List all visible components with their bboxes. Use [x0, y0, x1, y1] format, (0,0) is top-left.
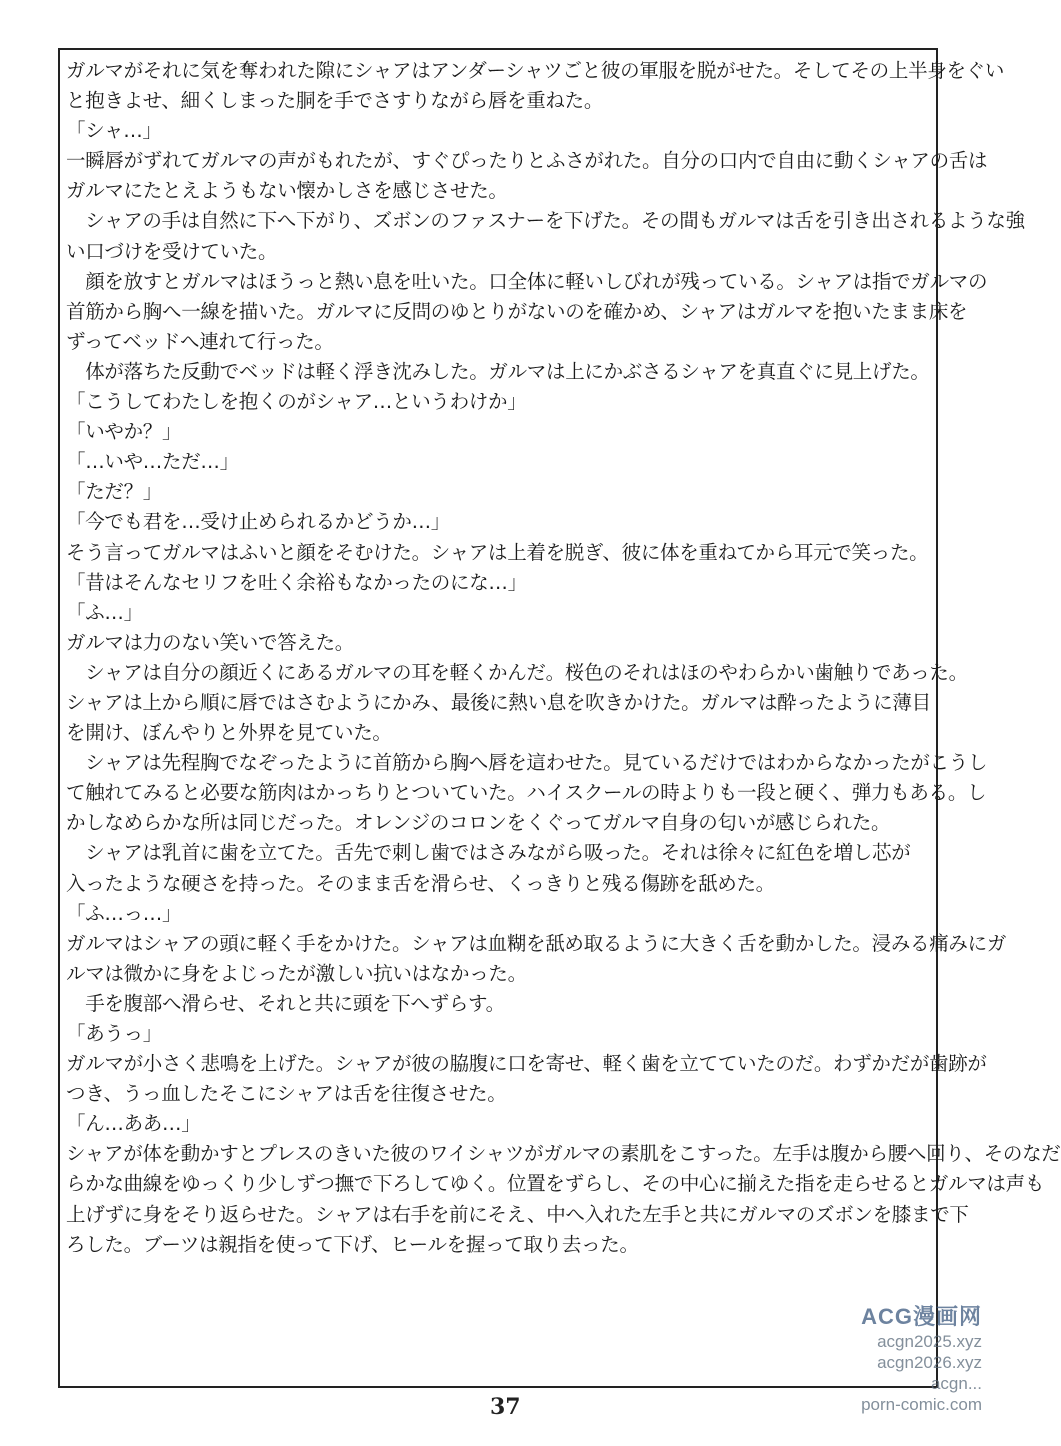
text-line: かしなめらかな所は同じだった。オレンジのコロンをくぐってガルマ自身の匂いが感じられた。 — [66, 811, 891, 835]
text-line: シャアが体を動かすとプレスのきいた彼のワイシャツがガルマの素肌をこすった。左手は腹から腰へ回り、そのなだ — [66, 1142, 1061, 1166]
text-line: 手を腹部へ滑らせ、それと共に頭を下へずらす。 — [66, 991, 505, 1015]
text-line: い口づけを受けていた。 — [66, 239, 278, 263]
text-line: 「今でも君を…受け止められるかどうか…」 — [66, 510, 451, 534]
text-line: 「あうっ」 — [66, 1022, 163, 1045]
text-line: ガルマはシャアの頭に軽く手をかけた。シャアは血糊を舐め取るように大きく舌を動かした。浸みる痛みにガ — [66, 931, 1007, 955]
text-line: 顔を放すとガルマはほうっと熱い息を吐いた。口全体に軽いしびれが残っている。シャアは指でガルマの — [66, 269, 988, 293]
text-line: 一瞬唇がずれてガルマの声がもれたが、すぐぴったりとふさがれた。自分の口内で自由に動くシャアの舌は — [66, 149, 988, 173]
text-line: ガルマが小さく悲鳴を上げた。シャアが彼の脇腹に口を寄せ、軽く歯を立てていたのだ。わずかだが歯跡が — [66, 1052, 987, 1076]
text-line: と抱きよせ、細くしまった胴を手でさすりながら唇を重ねた。 — [66, 89, 604, 113]
watermark — [832, 1300, 982, 1420]
text-line: ずってベッドへ連れて行った。 — [66, 329, 334, 353]
text-line: 「ん…ああ…」 — [66, 1112, 201, 1136]
story-text — [66, 56, 1061, 1260]
text-line: 「シャ…」 — [66, 119, 162, 143]
watermark-logo: ACG漫画网 — [861, 1304, 982, 1329]
text-line: 体が落ちた反動でベッドは軽く浮き沈みした。ガルマは上にかぶさるシャアを真直ぐに見上げた。 — [66, 359, 930, 383]
watermark-line: acgn2025.xyz — [877, 1332, 982, 1351]
text-line: 「ふ…」 — [66, 600, 143, 624]
text-line: を開け、ぼんやりと外界を見ていた。 — [66, 721, 392, 745]
text-line: 「…いや…ただ…」 — [66, 450, 239, 474]
text-line: シャアは先程胸でなぞったように首筋から胸へ唇を這わせた。見ているだけではわからなかったがこうし — [66, 751, 988, 775]
text-line: 上げずに身をそり返らせた。シャアは右手を前にそえ、中へ入れた左手と共にガルマのズボンを膝まで下 — [66, 1202, 969, 1226]
text-line: 「こうしてわたしを抱くのがシャア…というわけか」 — [66, 390, 527, 414]
text-line: 「ふ…っ…」 — [66, 901, 182, 925]
text-line: そう言ってガルマはふいと顔をそむけた。シャアは上着を脱ぎ、彼に体を重ねてから耳元で笑った。 — [66, 540, 929, 564]
text-line: シャアは上から順に唇ではさむようにかみ、最後に熱い息を吹きかけた。ガルマは酔ったように薄目 — [66, 690, 931, 714]
text-line: シャアの手は自然に下へ下がり、ズボンのファスナーを下げた。その間もガルマは舌を引き出されるような強 — [66, 209, 1025, 233]
text-line: ルマは微かに身をよじったが激しい抗いはなかった。 — [66, 961, 527, 985]
page-number: 37 — [490, 1394, 521, 1420]
watermark-line: porn-comic.com — [861, 1395, 982, 1414]
watermark-line: acgn2026.xyz — [877, 1353, 982, 1372]
text-line: 「昔はそんなセリフを吐く余裕もなかったのにな…」 — [66, 570, 527, 594]
text-line: ろした。ブーツは親指を使って下げ、ヒールを握って取り去った。 — [66, 1232, 639, 1256]
text-line: ガルマは力のない笑いで答えた。 — [66, 630, 355, 654]
text-line: らかな曲線をゆっくり少しずつ撫で下ろしてゆく。位置をずらし、その中心に揃えた指を走らせるとガルマは声も — [66, 1172, 1045, 1196]
watermark-line: acgn... — [930, 1374, 982, 1393]
text-line: シャアは乳首に歯を立てた。舌先で刺し歯ではさみながら吸った。それは徐々に紅色を増し芯が — [66, 841, 911, 865]
text-line: ガルマがそれに気を奪われた隙にシャアはアンダーシャツごと彼の軍服を脱がせた。そしてその上半身をぐい — [66, 59, 1005, 82]
text-line: 入ったような硬さを持った。そのまま舌を滑らせ、くっきりと残る傷跡を舐めた。 — [66, 871, 775, 895]
text-line: 「ただ？」 — [66, 480, 163, 504]
text-line: 首筋から胸へ一線を描いた。ガルマに反問のゆとりがないのを確かめ、シャアはガルマを抱いたまま床を — [66, 299, 968, 323]
text-line: つき、うっ血したそこにシャアは舌を往復させた。 — [66, 1082, 507, 1106]
text-line: ガルマにたとえようもない懐かしさを感じさせた。 — [66, 179, 508, 203]
text-line: て触れてみると必要な筋肉はかっちりとついていた。ハイスクールの時よりも一段と硬く、弾力もある。し — [66, 781, 987, 805]
text-line: 「いやか？」 — [66, 420, 182, 444]
text-line: シャアは自分の顔近くにあるガルマの耳を軽くかんだ。桜色のそれはほのやわらかい歯触りであった。 — [66, 660, 968, 684]
